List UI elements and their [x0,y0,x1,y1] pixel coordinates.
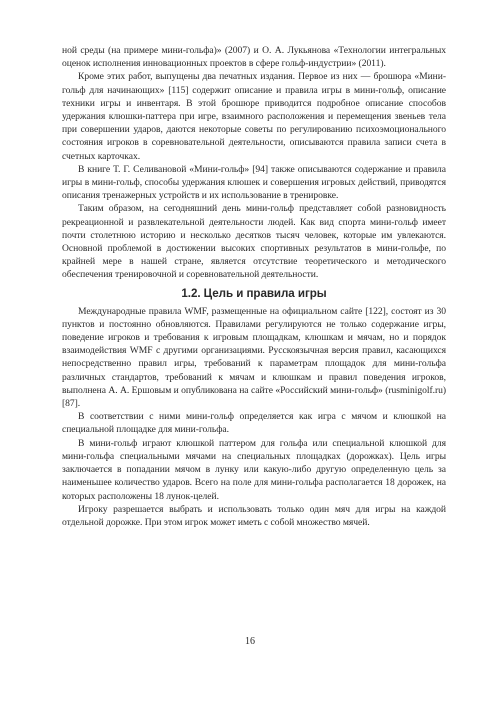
paragraph-continued: ной среды (на примере мини-гольфа)» (2007) и О. А. Лукьянова «Технологии интегральных оценок исполнения инновационных проектов в сфере гольф-индустрии» (2011). [62,45,446,70]
body-text [62,44,446,529]
paragraph: Международные правила WMF, размещенные на официальном сайте [122], состоят из 30 пунктов и постоянно обновляются. Правилами регулируются не только содержание игры, поведение игроков и требования к игровым площадкам, клюшкам и мячам, но и порядок взаимодействия WMF с другими организациями. Русскоязычная версия правил, касающихся непосредственно правил игры, требований к параметрам площадок для мини-гольфа различных стандартов, требований к мячам и клюшкам и правил поведения игроков, выполнена А. А. Ершовым и опубликована на сайте «Российский мини-гольф» (rusminigolf.ru) [87]. [62,305,446,410]
paragraph: Таким образом, на сегодняшний день мини-гольф представляет собой разновидность рекреационной и развлекательной деятельности людей. Как вид спорта мини-гольф имеет почти столетнюю историю и несколько десятков тысяч человек, которые им увлекаются. Основной проблемой в достижении высоких спортивных результатов в мини-гольфе, по крайней мере в нашей стране, является отсутствие теоретического и методического обеспечения тренировочной и соревновательной деятельности. [62,203,446,281]
paragraph: В книге Т. Г. Селивановой «Мини-гольф» [94] также описываются содержание и правила игры в мини-гольф, способы удержания клюшек и совершения игровых действий, приводятся описания тренажерных устройств и их использование в тренировке. [62,163,446,202]
page-number: 16 [245,636,255,647]
paragraph: Игроку разрешается выбрать и использовать только один мяч для игры на каждой отдельной дорожке. При этом игрок может иметь с собой множество мячей. [62,503,446,528]
paragraph: Кроме этих работ, выпущены два печатных издания. Первое из них — брошюра «Мини-гольф для начинающих» [115] содержит описание и правила игры в мини-гольф, описание техники игры и инвентаря. В этой брошюре приводится подробное описание способов удержания клюшки-паттера при игре, взаимного расположения и перемещения звеньев тела при совершении ударов, даются некоторые советы по регулированию психоэмоционального состояния игроков в соревновательной деятельности, описываются правила записи счета в счетных карточках. [62,71,446,162]
section-heading: 1.2. Цель и правила игры [181,286,327,300]
paragraph: В мини-гольф играют клюшкой паттером для гольфа или специальной клюшкой для мини-гольфа специальными мячами на специальных площадках (дорожках). Цель игры заключается в попадании мячом в лунку или какую-либо другую определенную цель за наименьшее количество ударов. Всего на поле для мини-гольфа располагается 18 дорожек, на которых расположены 18 лунок-целей. [62,437,446,502]
paragraph: В соответствии с ними мини-гольф определяется как игра с мячом и клюшкой на специальной площадке для мини-гольфа. [62,411,446,436]
